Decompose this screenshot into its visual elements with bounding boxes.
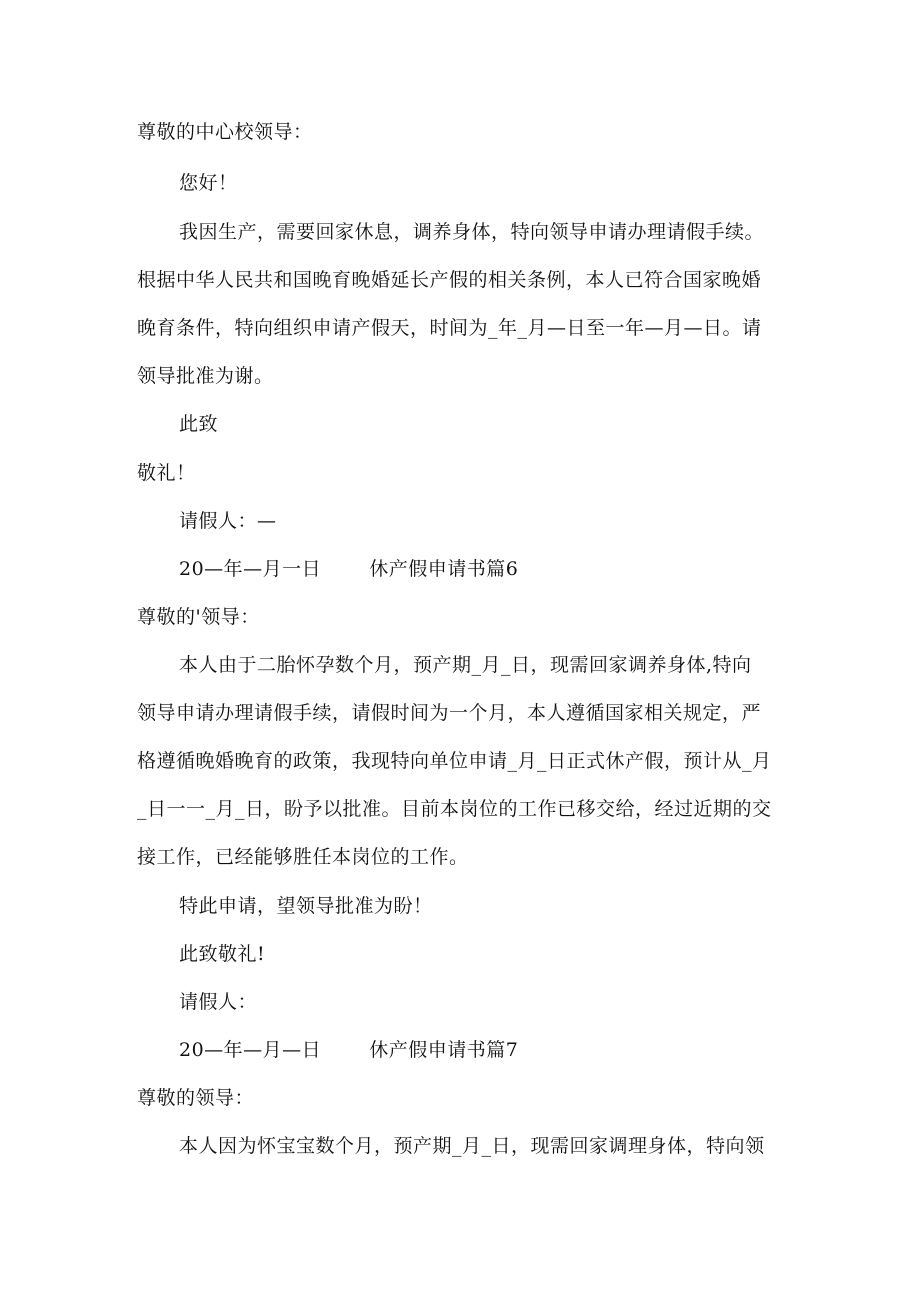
date-and-heading-7 xyxy=(179,1038,518,1062)
paragraph-2-line-5: 接工作，已经能够胜任本岗位的工作。 xyxy=(137,846,469,868)
regards-1: 敬礼！ xyxy=(137,462,196,484)
applicant-2: 请假人： xyxy=(179,991,258,1013)
greeting-1: 您好！ xyxy=(179,172,238,194)
section-heading-7: 休产假申请书篇7 xyxy=(369,1039,519,1061)
salutation-2: 尊敬的'领导： xyxy=(137,606,260,628)
salutation-3: 尊敬的领导： xyxy=(137,1087,255,1109)
paragraph-1-line-3: 晚育条件，特向组织申请产假天，时间为_年_月—日至一年—月—日。请 xyxy=(137,317,762,339)
paragraph-2-line-3: 格遵循晚婚晚育的政策，我现特向单位申请_月_日正式休产假，预计从_月 xyxy=(137,750,772,772)
date-1: 20—年—月一日 xyxy=(179,558,322,580)
date-and-heading-6 xyxy=(179,557,518,581)
paragraph-2-line-1: 本人由于二胎怀孕数个月，预产期_月_日，现需回家调养身体,特向 xyxy=(179,654,752,676)
paragraph-2-line-4: _日一一_月_日，盼予以批准。目前本岗位的工作已移交给，经过近期的交 xyxy=(137,798,772,820)
applicant-1: 请假人：— xyxy=(179,510,277,532)
closing-1: 此致 xyxy=(179,413,219,435)
paragraph-1-line-4: 领导批准为谢。 xyxy=(137,365,274,387)
paragraph-1-line-1: 我因生产，需要回家休息，调养身体，特向领导申请办理请假手续。 xyxy=(179,221,765,243)
paragraph-2-line-2: 领导申请办理请假手续，请假时间为一个月，本人遵循国家相关规定，严 xyxy=(137,702,762,724)
section-heading-6: 休产假申请书篇6 xyxy=(369,558,519,580)
closing-2: 此致敬礼! xyxy=(179,943,266,965)
paragraph-3-line-1: 本人因为怀宝宝数个月，预产期_月_日，现需回家调理身体，特向领 xyxy=(179,1135,765,1157)
salutation-1: 尊敬的中心校领导： xyxy=(137,121,313,143)
paragraph-1-line-2: 根据中华人民共和国晚育晚婚延长产假的相关条例，本人已符合国家晚婚 xyxy=(137,269,762,291)
request-line-2: 特此申请，望领导批准为盼！ xyxy=(179,895,433,917)
date-2: 20—年—月—日 xyxy=(179,1039,322,1061)
